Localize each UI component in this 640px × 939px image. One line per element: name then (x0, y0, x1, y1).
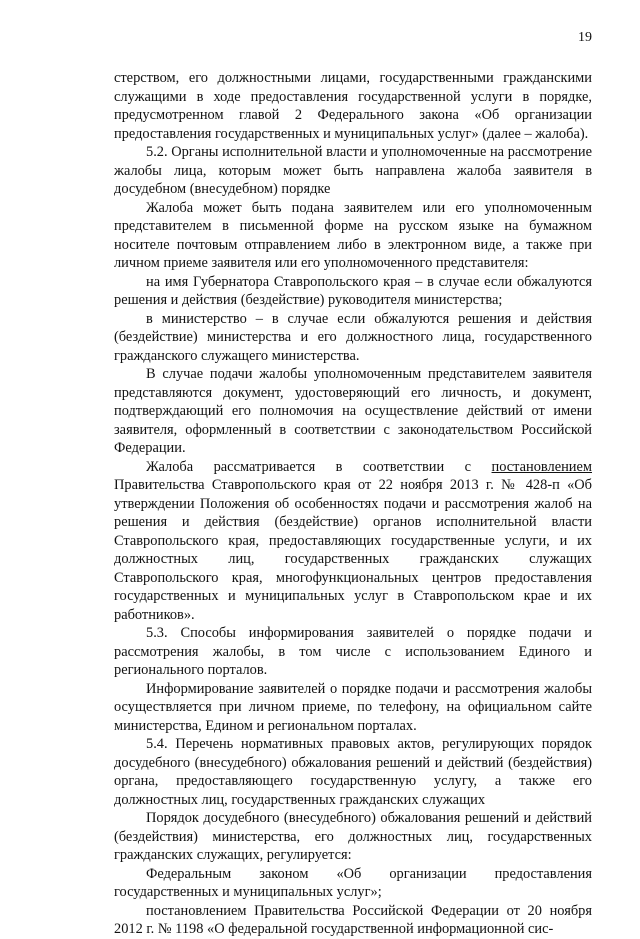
paragraph-resolution-after: Правительства Ставропольского края от 22 ноября 2013 г. № 428-п «Об утверждении Положения об особенностях подачи и рассмотрения жалоб на решения и действия (бездействие) органов исполнительной власти Ставропольского края, предоставляющих государственные услуги, и их должностных лиц, государственных гражданских служащих Ставропольского края, многофункциональных центров предоставления государственных и муниципальных услуг в Ставропольском крае и их работников». (114, 477, 592, 623)
paragraph-representative-documents: В случае подачи жалобы уполномоченным представителем заявителя представляются документ, удостоверяющий его личность, и документ, подтверждающий его полномочия на осуществление действий от имени заявителя, оформленный в соответствии с законодательством Российской Федерации. (114, 366, 592, 456)
paragraph-resolution-reference (114, 458, 592, 625)
paragraph-section-5-2: 5.2. Органы исполнительной власти и уполномоченные на рассмотрение жалобы лица, которым может быть направлена жалоба заявителя в досудебном (внесудебном) порядке (114, 144, 592, 197)
paragraph-resolution-before: Жалоба рассматривается в соответствии с (146, 458, 492, 475)
paragraph-ministry-address: в министерство – в случае если обжалуются решения и действия (бездействие) министерства и его должностного лица, государственного гражданского служащего министерства. (114, 310, 592, 364)
paragraph-appeal-procedure: Порядок досудебного (внесудебного) обжалования решений и действий (бездействия) министерства, его должностных лиц, государственных гражданских служащих, регулируется: (114, 810, 592, 863)
paragraph-complaint-submission: Жалоба может быть подана заявителем или его уполномоченным представителем в письменной форме на русском языке на бумажном носителе почтовым отправлением либо в электронном виде, а также при личном приеме заявителя или его уполномоченного представителя: (114, 199, 592, 271)
paragraph-government-resolution: постановлением Правительства Российской Федерации от 20 ноября 2012 г. № 1198 «О федеральной государственной информационной сис- (114, 902, 592, 937)
paragraph-complaint-definition: стерством, его должностными лицами, государственными гражданскими служащими в ходе предоставления государственной услуги в порядке, предусмотренном главой 2 Федерального закона «Об организации предоставления государственных и муниципальных услуг» (далее – жалоба). (114, 70, 592, 142)
paragraph-informing: Информирование заявителей о порядке подачи и рассмотрения жалобы осуществляется при личном приеме, по телефону, на официальном сайте министерства, Едином и региональном порталах. (114, 680, 592, 734)
paragraph-section-5-4: 5.4. Перечень нормативных правовых актов, регулирующих порядок досудебного (внесудебного) обжалования решений и действий (бездействия) органа, предоставляющего государственную услугу, а также его должностных лиц, государственных гражданских служащих (114, 736, 592, 808)
paragraph-governor-address: на имя Губернатора Ставропольского края – в случае если обжалуются решения и действия (бездействие) руководителя министерства; (114, 273, 592, 308)
paragraph-federal-law: Федеральным законом «Об организации предоставления государственных и муниципальных услуг»; (114, 865, 592, 900)
page-number: 19 (578, 30, 592, 45)
document-body (114, 69, 592, 939)
resolution-link[interactable]: постановлением (491, 458, 592, 475)
paragraph-section-5-3: 5.3. Способы информирования заявителей о порядке подачи и рассмотрения жалобы, в том числе с использованием Единого и регионального порталов. (114, 625, 592, 678)
